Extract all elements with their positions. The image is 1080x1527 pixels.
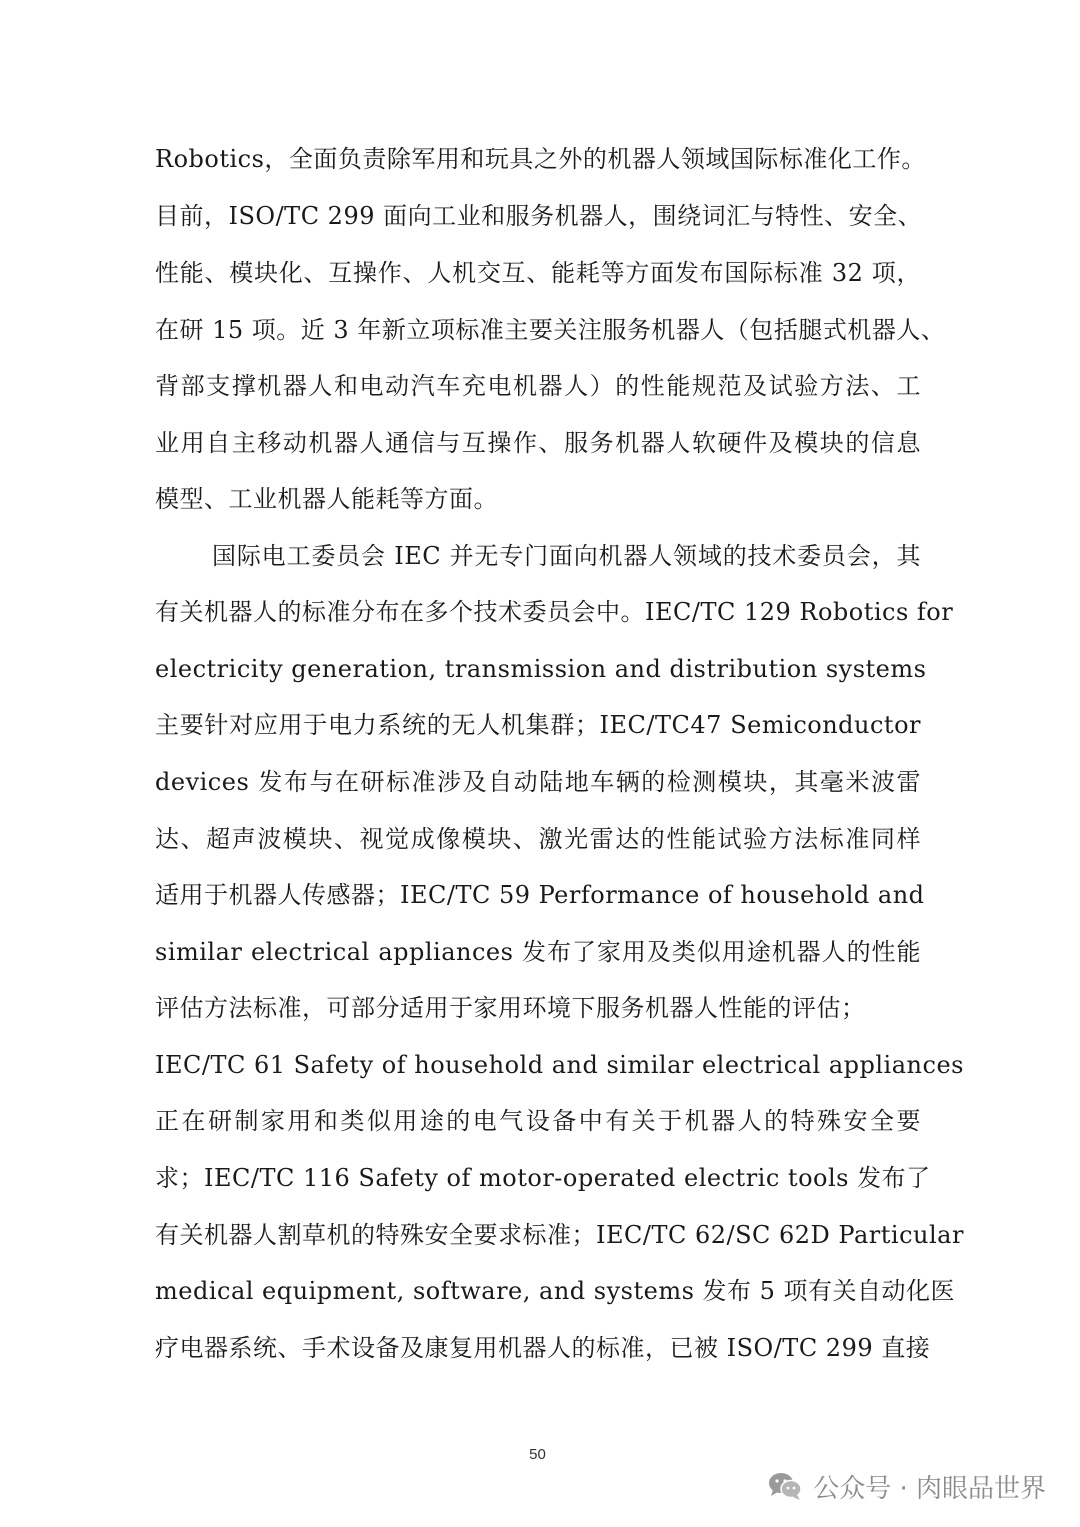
wechat-icon xyxy=(767,1471,803,1501)
body-line: 求；IEC/TC 116 Safety of motor-operated electric tools 发布了 xyxy=(155,1164,931,1192)
body-line: 主要针对应用于电力系统的无人机集群；IEC/TC47 Semiconductor xyxy=(155,711,921,739)
body-line: 达、超声波模块、视觉成像模块、激光雷达的性能试验方法标准同样 xyxy=(155,825,921,853)
body-line: 目前，ISO/TC 299 面向工业和服务机器人，围绕词汇与特性、安全、 xyxy=(155,202,923,230)
body-line: similar electrical appliances 发布了家用及类似用途机器人的性能 xyxy=(155,938,921,966)
body-line: electricity generation, transmission and distribution systems xyxy=(155,655,927,683)
body-line: 有关机器人割草机的特殊安全要求标准；IEC/TC 62/SC 62D Particular xyxy=(155,1221,964,1249)
body-line: 评估方法标准，可部分适用于家用环境下服务机器人性能的评估； xyxy=(155,994,866,1022)
page-number: 50 xyxy=(529,1446,546,1463)
watermark xyxy=(767,1466,1046,1506)
body-line: 正在研制家用和类似用途的电气设备中有关于机器人的特殊安全要 xyxy=(155,1107,921,1135)
body-line: medical equipment, software, and systems 发布 5 项有关自动化医 xyxy=(155,1277,956,1305)
body-line: 背部支撑机器人和电动汽车充电机器人）的性能规范及试验方法、工 xyxy=(155,372,921,400)
body-line: 业用自主移动机器人通信与互操作、服务机器人软硬件及模块的信息 xyxy=(155,429,921,457)
body-line: 在研 15 项。近 3 年新立项标准主要关注服务机器人（包括腿式机器人、 xyxy=(155,316,946,344)
body-line: 有关机器人的标准分布在多个技术委员会中。IEC/TC 129 Robotics for xyxy=(155,598,954,626)
body-line: IEC/TC 61 Safety of household and similar electrical appliances xyxy=(155,1051,964,1079)
body-line: 适用于机器人传感器；IEC/TC 59 Performance of household and xyxy=(155,881,925,909)
body-line: devices 发布与在研标准涉及自动陆地车辆的检测模块，其毫米波雷 xyxy=(155,768,921,796)
body-line: 疗电器系统、手术设备及康复用机器人的标准，已被 ISO/TC 299 直接 xyxy=(155,1334,931,1362)
body-line: Robotics，全面负责除军用和玩具之外的机器人领域国际标准化工作。 xyxy=(155,145,926,173)
watermark-text: 公众号 · 肉眼品世界 xyxy=(813,1473,1046,1504)
body-line: 国际电工委员会 IEC 并无专门面向机器人领域的技术委员会，其 xyxy=(212,542,921,570)
body-line: 性能、模块化、互操作、人机交互、能耗等方面发布国际标准 32 项， xyxy=(155,259,921,287)
body-line: 模型、工业机器人能耗等方面。 xyxy=(155,485,498,513)
